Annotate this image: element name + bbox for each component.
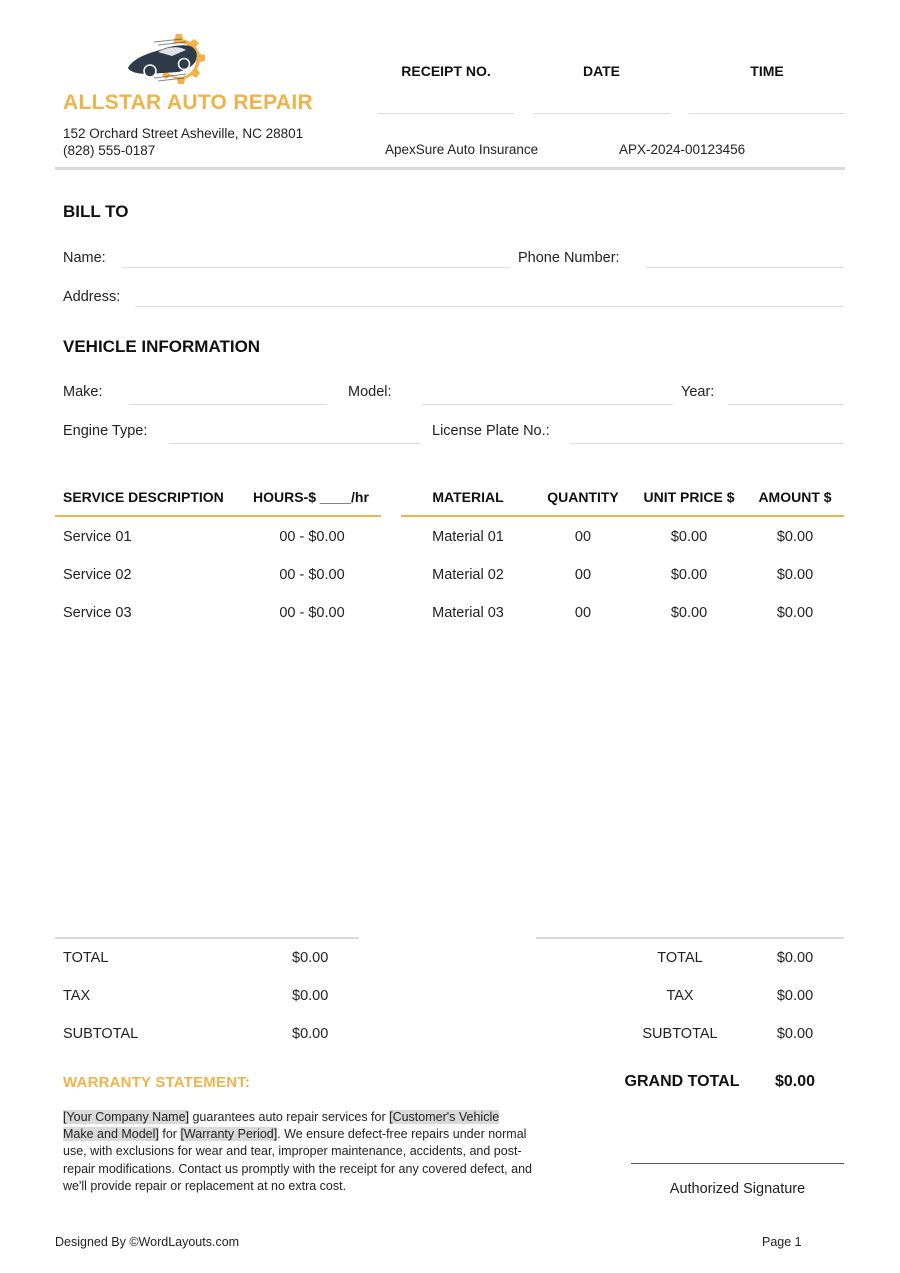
- page-number: Page 1: [762, 1235, 802, 1249]
- placeholder-vehicle[interactable]: [Customer's Vehicle Make and Model]: [63, 1110, 500, 1142]
- time-field[interactable]: [689, 113, 845, 114]
- materials-subtotal-label: SUBTOTAL: [642, 1026, 718, 1042]
- col-hours: HOURS-$ ____/hr: [253, 489, 369, 505]
- warranty-statement: [63, 1109, 533, 1195]
- phone-label: Phone Number:: [518, 250, 620, 266]
- year-field[interactable]: [728, 404, 844, 405]
- material-row-1-name: Material 01: [432, 529, 504, 545]
- company-contact: [63, 125, 303, 159]
- services-header-rule: [55, 515, 381, 517]
- year-label: Year:: [681, 384, 715, 400]
- signature-label: Authorized Signature: [669, 1181, 806, 1197]
- grand-total-value: $0.00: [774, 1073, 816, 1090]
- services-total-value: $0.00: [292, 950, 329, 966]
- col-unit-price: UNIT PRICE $: [643, 489, 735, 505]
- service-row-2-description: Service 02: [63, 567, 132, 583]
- material-row-3-name: Material 03: [432, 605, 504, 621]
- col-service-description: SERVICE DESCRIPTION: [63, 489, 224, 505]
- services-tax-value: $0.00: [292, 988, 329, 1004]
- engine-type-field[interactable]: [169, 443, 421, 444]
- material-row-2-unit-price: $0.00: [670, 567, 708, 583]
- material-row-2-name: Material 02: [432, 567, 504, 583]
- materials-header-rule: [401, 515, 844, 517]
- address-label: Address:: [63, 289, 121, 305]
- materials-subtotal-value: $0.00: [776, 1026, 814, 1042]
- date-field[interactable]: [533, 113, 670, 114]
- warranty-text-3: . We ensure defect-free repairs under normal use, with exclusions for wear and tear, improper maintenance, accidents, and post-repair modifications. Contact us promptly with the receipt for any covered defect, and we'll provide repair or replacement at no extra cost.: [63, 1127, 532, 1193]
- header-divider: [55, 167, 845, 170]
- services-tax-label: TAX: [63, 988, 91, 1004]
- grand-total-label: GRAND TOTAL: [624, 1073, 740, 1090]
- service-row-3-description: Service 03: [63, 605, 132, 621]
- materials-tax-label: TAX: [666, 988, 694, 1004]
- license-plate-field[interactable]: [570, 443, 844, 444]
- material-row-1-unit-price: $0.00: [670, 529, 708, 545]
- warranty-text-2: for: [158, 1127, 181, 1142]
- receipt-no-label: RECEIPT NO.: [401, 63, 491, 79]
- car-gear-logo-icon: [124, 30, 216, 92]
- company-phone: (828) 555-0187: [63, 143, 156, 158]
- material-row-3-amount: $0.00: [776, 605, 814, 621]
- vehicle-info-title: VEHICLE INFORMATION: [63, 337, 261, 356]
- service-row-2-hours: 00 - $0.00: [279, 567, 345, 583]
- col-amount: AMOUNT $: [758, 489, 832, 505]
- name-label: Name:: [63, 250, 106, 266]
- time-label: TIME: [750, 63, 784, 79]
- bill-to-title: BILL TO: [63, 202, 129, 221]
- placeholder-company-name[interactable]: [Your Company Name]: [63, 1110, 189, 1124]
- model-label: Model:: [348, 384, 392, 400]
- make-label: Make:: [63, 384, 103, 400]
- service-row-1-hours: 00 - $0.00: [279, 529, 345, 545]
- material-row-1-quantity: 00: [574, 529, 592, 545]
- address-field[interactable]: [135, 306, 844, 307]
- receipt-no-field[interactable]: [378, 113, 514, 114]
- warranty-text-1: guarantees auto repair services for: [189, 1110, 390, 1124]
- warranty-title: WARRANTY STATEMENT:: [63, 1074, 251, 1091]
- col-material: MATERIAL: [432, 489, 504, 505]
- placeholder-warranty-period[interactable]: [Warranty Period]: [180, 1127, 278, 1142]
- material-row-3-quantity: 00: [574, 605, 592, 621]
- engine-type-label: Engine Type:: [63, 423, 148, 439]
- services-subtotal-label: SUBTOTAL: [63, 1026, 139, 1042]
- material-row-3-unit-price: $0.00: [670, 605, 708, 621]
- signature-line[interactable]: [631, 1163, 844, 1164]
- materials-total-value: $0.00: [776, 950, 814, 966]
- services-totals-rule: [55, 937, 359, 939]
- insurance-company: ApexSure Auto Insurance: [385, 142, 539, 157]
- make-field[interactable]: [129, 404, 327, 405]
- name-field[interactable]: [122, 267, 510, 268]
- policy-number: APX-2024-00123456: [619, 142, 746, 157]
- materials-tax-value: $0.00: [776, 988, 814, 1004]
- services-subtotal-value: $0.00: [292, 1026, 329, 1042]
- material-row-1-amount: $0.00: [776, 529, 814, 545]
- services-total-label: TOTAL: [63, 950, 109, 966]
- date-label: DATE: [582, 63, 621, 79]
- company-address: 152 Orchard Street Asheville, NC 28801: [63, 126, 304, 141]
- footer-credit: Designed By ©WordLayouts.com: [55, 1235, 240, 1249]
- material-row-2-quantity: 00: [574, 567, 592, 583]
- model-field[interactable]: [422, 404, 673, 405]
- materials-totals-rule: [536, 937, 844, 939]
- license-plate-label: License Plate No.:: [432, 423, 550, 439]
- service-row-1-description: Service 01: [63, 529, 132, 545]
- company-name: ALLSTAR AUTO REPAIR: [63, 91, 313, 114]
- materials-total-label: TOTAL: [657, 950, 703, 966]
- phone-field[interactable]: [646, 267, 844, 268]
- material-row-2-amount: $0.00: [776, 567, 814, 583]
- col-quantity: QUANTITY: [547, 489, 619, 505]
- service-row-3-hours: 00 - $0.00: [279, 605, 345, 621]
